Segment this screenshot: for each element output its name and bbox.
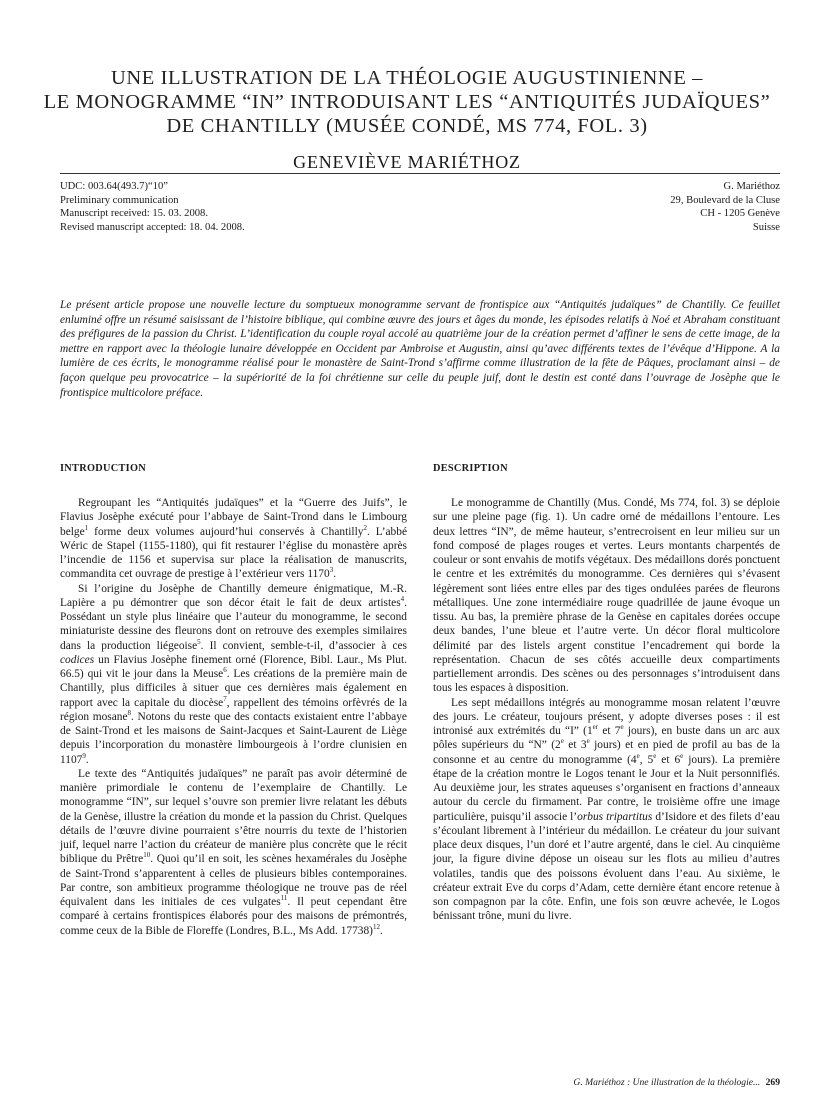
footnote-ref: 4 xyxy=(400,594,405,603)
footnote-ref: 2 xyxy=(363,523,367,532)
udc-code: UDC: 003.64(493.7)“10” xyxy=(60,181,168,192)
footnote-ref: 8 xyxy=(127,708,132,717)
footnote-ref: 3 xyxy=(329,566,334,575)
article-type: Preliminary communication xyxy=(60,194,179,206)
address-street: 29, Boulevard de la Cluse xyxy=(670,194,780,206)
description-column xyxy=(433,462,780,924)
address-name: G. Mariéthoz xyxy=(723,181,780,192)
page-number: 269 xyxy=(765,1077,780,1088)
page-footer xyxy=(573,1077,780,1088)
footnote-ref: 11 xyxy=(280,894,288,903)
address-city: CH - 1205 Genève xyxy=(700,208,780,219)
footnote-ref: 7 xyxy=(223,694,227,703)
introduction-heading: INTRODUCTION xyxy=(60,463,146,474)
description-heading: DESCRIPTION xyxy=(433,463,508,474)
title-line-3: DE CHANTILLY (MUSÉE CONDÉ, MS 774, FOL. 3) xyxy=(166,115,648,137)
footnote-ref: 9 xyxy=(82,751,86,760)
author-address xyxy=(670,180,780,234)
running-title: G. Mariéthoz : Une illustration de la théologie... xyxy=(573,1077,761,1088)
article-title xyxy=(30,66,784,138)
received-date: Manuscript received: 15. 03. 2008. xyxy=(60,208,208,219)
footnote-ref: 1 xyxy=(84,523,89,532)
paragraph: Les sept médaillons intégrés au monogramme mosan relatent l’œuvre des jours. Le créateur, toujours présent, y adopte diverses poses : il est intronisé aux extrémités du “I” (1er et 7e jours), en buste dans un arc aux pôles supérieurs du “N” (2e et 3e jours) et en pied de profil au bas de la consonne et au centre du monogramme (4e, 5e et 6e jours). La première étape de la création montre le Logos tenant le Jour et la Nuit personnifiés. Au deuxième jour, les strates aqueuses s’organisent en fractions d’anneaux autour du cercle du firmament. Par contre, le troisième offre une image particulière, puisqu’il associe l’orbus tripartitus d’Isidore et des filets d’eau s’écoulant librement à l’intérieur du médaillon. Le créateur du jour suivant place deux disques, l’un doré et l’autre argenté, dans le ciel. Au cinquième jour, la figure divine dépose un oiseau sur les flots au milieu d’autres volatiles, tandis que des poissons évoluent dans l’eau. Au sixième, le créateur extrait Eve du corps d’Adam, cette dernière étant encore retenue à son compagnon par la côte. Enfin, une fois son œuvre achevée, le Logos bénissant trône, muni du livre. xyxy=(433,696,781,923)
title-line-1: UNE ILLUSTRATION DE LA THÉOLOGIE AUGUSTINIENNE – xyxy=(110,67,704,89)
title-line-2: LE MONOGRAMME “IN” INTRODUISANT LES “ANTIQUITÉS JUDAÏQUES” xyxy=(43,91,771,113)
introduction-column xyxy=(60,462,407,938)
paragraph: Le monogramme de Chantilly (Mus. Condé, Ms 774, fol. 3) se déploie sur une pleine page (fig. 1). Un cadre orné de médaillons l’entoure. Les deux lettres “IN”, de même hauteur, s’entrecroisent en leur milieu sur un fond composé de plages rouges et vertes. Leurs montants charpentés de couleur or sont envahis de motifs végétaux. Des médaillons dorés ponctuent le centre et les extrémités du monogramme. Ces dernières qui s’évasent légèrement sont liées entre elles par des tiges ondulées parées de fleurons métalliques. Une zone intermédiaire rouge quadrillée de jaune évoque un tissu. Au bas, la première phrase de la Genèse en capitales dorées occupe deux bandes, l’une bleue et l’autre verte. Un décor floral multicolore délimité par des listels argent constitue l’encadrement qui borde la représentation. Chacun de ses côtés accueille deux compartiments partiellement arrondis. Des scènes ou des personnages s’introduisent dans tous les espaces à disposition. xyxy=(433,497,781,695)
footnote-ref: 6 xyxy=(223,666,227,675)
footnote-ref: 5 xyxy=(197,637,201,646)
abstract: Le présent article propose une nouvelle lecture du somptueux monogramme servant de frontispice aux “Antiquités judaïques” de Chantilly. Ce feuillet enluminé offre un résumé saisissant de l’histoire biblique, qui combine œuvre des jours et âges du monde, les épisodes relatifs à Noé et Abraham constituant des préfigures de la passion du Christ. L’identification du couple royal accolé au quatrième jour de la création permet d’affiner le sens de cette image, de la mettre en rapport avec la théologie lunaire développée en Occident par Ambroise et Augustin, ainsi qu’avec différents textes de l’évêque d’Hippone. A la lumière de ces écrits, le monogramme réalisé pour le monastère de Saint-Trond s’affirme comme illustration de la fête de Pâques, proclamant ainsi – de façon quelque peu provocatrice – la supériorité de la foi chrétienne sur celle du peuple juif, dont le destin est conté dans l’ouvrage de Josèphe que le frontispice multicolore préface. xyxy=(60,299,780,399)
paragraph: Si l’origine du Josèphe de Chantilly demeure énigmatique, M.-R. Lapière a pu démontrer que son décor était le fait de deux artistes$^4$. Possédant un style plus linéaire que l’auteur du monogramme, le second miniaturiste dessine des fleurons dont on retrouve des exemples similaires dans la production liégeoise$^5$. Il convient, semble-t-il, d’associer à ces codices un Flavius Josèphe finement orné (Florence, Bibl. Laur., Ms Plut. 66.5) qui vit le jour dans la Meuse$^6$. Les créations de la première main de Chantilly, plus difficiles à situer que ces dernières mais également en rapport avec la capitale du diocèse$^7$, rappellent des témoins orfèvrés de la région mosane$^8$. Notons du reste que des contacts existaient entre l’abbaye de Saint-Trond et les maisons de Saint-Jacques et Saint-Laurent de Liège depuis l’incorporation du monastère limbourgeois à l’ordre clunisien en 1107$^9$. xyxy=(60,582,408,766)
footnote-ref: 12 xyxy=(372,922,380,931)
title-divider xyxy=(60,173,780,174)
author-name: GENEVIÈVE MARIÉTHOZ xyxy=(293,152,521,172)
paragraph: Regroupant les “Antiquités judaïques” et la “Guerre des Juifs”, le Flavius Josèphe exécuté pour l’abbaye de Saint-Trond dans le Limbourg belge$^1$ forme deux volumes aujourd’hui conservés à Chantilly$^2$. L’abbé Wéric de Stapel (1155-1180), qui fit restaurer l’église du monastère après l’incendie de 1156 et supervisa sur place la réalisation de manuscrits, commandita cet ouvrage de prestige à l’extérieur vers 1170$^3$. xyxy=(60,497,407,581)
address-country: Suisse xyxy=(752,221,780,233)
article-metadata xyxy=(60,180,245,234)
accepted-date: Revised manuscript accepted: 18. 04. 2008. xyxy=(60,221,245,233)
paragraph: Le texte des “Antiquités judaïques” ne paraît pas avoir déterminé de manière primordiale le contenu de l’exemplaire de Chantilly. Le monogramme “IN”, sur lequel s’ouvre son premier livre relatant les débuts de la Genèse, illustre la création du monde et la passion du Christ. Quelques détails de l’œuvre divine pourraient s’être nourris du texte de l’historien juif, lequel narre l’action du créateur de manière plus concrète que le récit biblique du Prêtre$^{10}$. Quoi qu’il en soit, les scènes hexamérales du Josèphe de Saint-Trond s’apparentent à celles de plusieurs bibles contemporaines. Par contre, son ambitieux programme théologique ne trouve pas de réel équivalent dans les initiales de ces vulgates$^{11}$. Il peut cependant être comparé à certains frontispices élaborés pour des maisons de prémontrés, comme ceux de la Bible de Floreffe (Londres, B.L., Ms Add. 17738)$^{12}$. xyxy=(60,767,408,937)
footnote-ref: 10 xyxy=(143,851,151,860)
